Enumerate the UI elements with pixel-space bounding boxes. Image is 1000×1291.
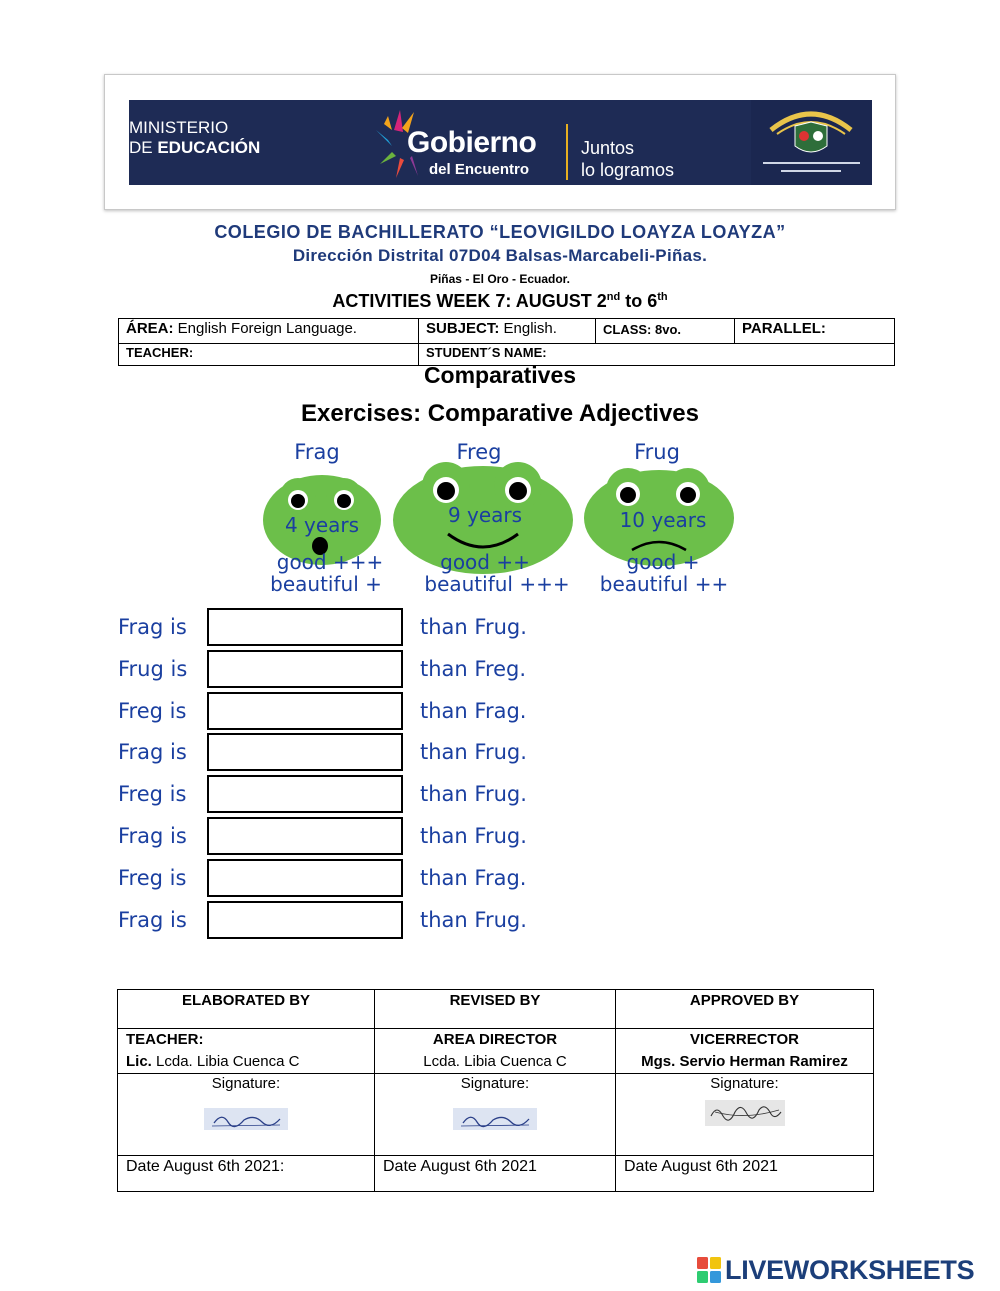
frog-frug-pupil-left (620, 487, 636, 503)
exercise-subject: Freg is (118, 782, 187, 806)
frog-frag-pupil-left (291, 494, 305, 508)
gobierno-title: Gobierno (407, 126, 537, 159)
school-name: COLEGIO DE BACHILLERATO “LEOVIGILDO LOAYZA LOAYZA” (214, 222, 786, 242)
header-approved-by: APPROVED BY (616, 990, 874, 1029)
gobierno-subtitle: del Encuentro (429, 161, 530, 178)
answer-input-2[interactable] (207, 650, 403, 688)
exercise-row-6 (118, 822, 718, 860)
frog-frug-beautiful: beautiful ++ (599, 572, 729, 596)
liveworksheets-logo[interactable] (697, 1255, 974, 1285)
area-director-role: AREA DIRECTOR (432, 1031, 558, 1048)
ministry-line1: MINISTERIO (129, 118, 229, 137)
school-crest-icon (751, 100, 872, 185)
banner-divider (566, 124, 568, 180)
signature-image-2 (453, 1108, 537, 1130)
header-elaborated-by: ELABORATED BY (118, 990, 375, 1029)
revised-by-cell (375, 1029, 616, 1074)
subject-value: English. (499, 320, 557, 337)
signature-cell-3 (616, 1074, 874, 1156)
exercise-than: than Frag. (420, 866, 527, 890)
exercise-than: than Frug. (420, 782, 527, 806)
signature-table (117, 989, 874, 1192)
slogan-line1: Juntos (581, 138, 635, 158)
answer-input-4[interactable] (207, 733, 403, 771)
exercise-subject: Frag is (118, 740, 187, 764)
parallel-cell (735, 319, 895, 344)
exercise-than: than Frug. (420, 908, 527, 932)
signature-label: Signature: (710, 1075, 779, 1092)
frog-freg-good: good ++ (440, 550, 530, 574)
ministry-line2 (129, 138, 260, 158)
frog-frag (263, 440, 383, 596)
vicerrector-role: VICERRECTOR (690, 1031, 799, 1048)
week-title-middle: to 6 (620, 291, 658, 311)
exercise-subject: Frag is (118, 615, 187, 639)
date-approved: Date August 6th 2021 (616, 1156, 874, 1192)
exercise-than: than Frug. (420, 824, 527, 848)
frog-freg-pupil-right (509, 482, 527, 500)
teacher-role: TEACHER: (126, 1031, 204, 1048)
frog-frug-good: good + (626, 550, 700, 574)
signature-label: Signature: (460, 1075, 530, 1092)
class-label: CLASS: 8vo. (603, 322, 682, 337)
signature-cell-1 (118, 1074, 375, 1156)
week-title-prefix: ACTIVITIES WEEK 7: AUGUST 2 (332, 291, 607, 311)
school-location: Piñas - El Oro - Ecuador. (429, 272, 571, 286)
answer-input-1[interactable] (207, 608, 403, 646)
exercise-subject: Freg is (118, 866, 187, 890)
exercise-than: than Frag. (420, 699, 527, 723)
parallel-label: PARALLEL: (742, 320, 826, 337)
frog-frag-age: 4 years (284, 513, 360, 537)
frog-frug-age: 10 years (619, 508, 707, 532)
teacher-name: Lcda. Libia Cuenca C (151, 1053, 300, 1070)
exercise-row-5 (118, 780, 718, 818)
date-revised: Date August 6th 2021 (375, 1156, 616, 1192)
ministry-line2-bold: EDUCACIÓN (157, 138, 261, 157)
heading-comparatives: Comparatives (423, 362, 577, 388)
heading-exercises: Exercises: Comparative Adjectives (301, 400, 699, 427)
exercise-row-1 (118, 613, 718, 651)
slogan (581, 137, 674, 181)
liveworksheets-brand: LIVEWORKSHEETS (725, 1254, 975, 1285)
frog-frag-beautiful: beautiful + (270, 572, 382, 596)
area-director-name: Lcda. Libia Cuenca C (423, 1053, 567, 1070)
exercise-subject: Frag is (118, 824, 187, 848)
subject-label: SUBJECT: (426, 320, 500, 337)
exercise-subject: Frug is (118, 657, 188, 681)
subject-cell (419, 319, 596, 344)
frog-frag-name: Frag (294, 440, 340, 464)
answer-input-7[interactable] (207, 859, 403, 897)
exercise-row-7 (118, 864, 718, 902)
vicerrector-name: Mgs. Servio Herman Ramirez (641, 1053, 848, 1070)
exercise-subject: Frag is (118, 908, 187, 932)
answer-input-6[interactable] (207, 817, 403, 855)
week-title (0, 291, 1000, 312)
answer-input-8[interactable] (207, 901, 403, 939)
teacher-label: TEACHER: (126, 345, 194, 360)
exercise-than: than Freg. (420, 657, 527, 681)
liveworksheets-icon (697, 1257, 721, 1283)
week-sup-2: th (657, 291, 668, 303)
exercise-than: than Frug. (420, 615, 527, 639)
frog-frug (584, 440, 734, 596)
class-cell (596, 319, 735, 344)
student-name-label: STUDENT´S NAME: (426, 345, 547, 360)
exercise-row-2 (118, 655, 718, 693)
elaborated-by-cell (118, 1029, 375, 1074)
frog-freg (393, 440, 573, 596)
area-value: English Foreign Language. (173, 320, 357, 337)
exercise-row-4 (118, 738, 718, 776)
frog-freg-name: Freg (456, 440, 502, 464)
area-label: ÁREA: (126, 320, 174, 337)
frog-frag-pupil-right (337, 494, 351, 508)
frog-frug-pupil-right (680, 487, 696, 503)
frog-freg-age: 9 years (447, 503, 523, 527)
area-cell (119, 319, 419, 344)
header-banner (129, 100, 872, 185)
answer-input-3[interactable] (207, 692, 403, 730)
ministry-line2-prefix: DE (129, 138, 158, 157)
exercise-subject: Freg is (118, 699, 187, 723)
signature-image-3 (705, 1100, 785, 1126)
signature-image-1 (204, 1108, 288, 1130)
approved-by-cell (616, 1029, 874, 1074)
answer-input-5[interactable] (207, 775, 403, 813)
signature-cell-2 (375, 1074, 616, 1156)
frog-freg-pupil-left (437, 482, 455, 500)
district-name: Dirección Distrital 07D04 Balsas-Marcabeli-Piñas. (292, 246, 708, 265)
week-sup-1: nd (606, 291, 621, 303)
exercise-row-8 (118, 906, 718, 944)
info-table (118, 318, 895, 366)
signature-label: Signature: (211, 1075, 281, 1092)
frog-frug-name: Frug (634, 440, 680, 464)
header-revised-by: REVISED BY (375, 990, 616, 1029)
frog-freg-beautiful: beautiful +++ (424, 572, 570, 596)
exercise-row-3 (118, 697, 718, 735)
frog-frag-good: good +++ (276, 550, 384, 574)
ministry-logo-text (129, 118, 260, 158)
teacher-title: Lic. (126, 1053, 152, 1070)
exercise-than: than Frug. (420, 740, 527, 764)
frogs-illustration (250, 438, 750, 600)
slogan-line2: lo logramos (581, 160, 675, 180)
date-elaborated: Date August 6th 2021: (118, 1156, 375, 1192)
